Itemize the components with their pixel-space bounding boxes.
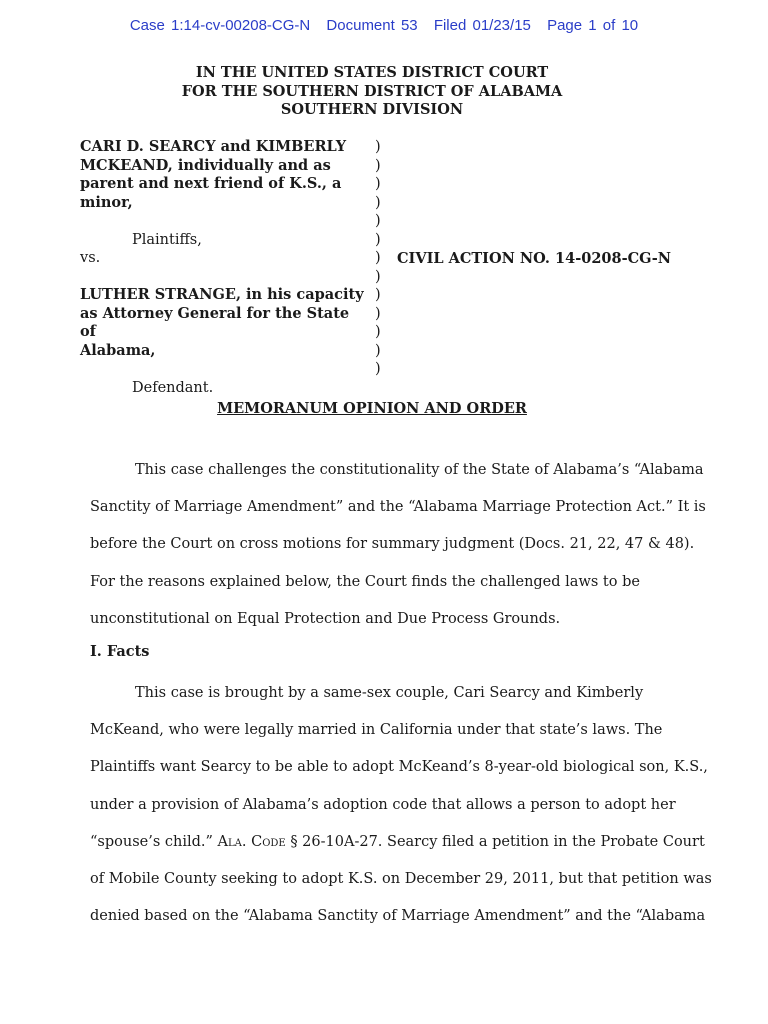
paragraph-intro <box>90 452 706 638</box>
paragraph-facts <box>90 675 712 935</box>
plaintiffs-line-3: parent and next friend of K.S., a <box>80 175 342 192</box>
document-title: MEMORANUM OPINION AND ORDER <box>217 400 527 417</box>
paragraph-line: McKeand, who were legally married in California under that state’s laws. The <box>90 722 663 739</box>
civil-action-number: CIVIL ACTION NO. 14-0208-CG-N <box>397 250 672 267</box>
court-heading <box>0 64 744 120</box>
paragraph-line: of Mobile County seeking to adopt K.S. on December 29, 2011, but that petition was <box>90 871 712 888</box>
paragraph-line: This case is brought by a same-sex couple, Cari Searcy and Kimberly <box>135 685 644 701</box>
case-number: Case 1:14-cv-00208-CG-N <box>129 17 311 34</box>
defendant-line-2: as Attorney General for the State of <box>80 304 350 340</box>
paragraph-line: This case challenges the constitutionality of the State of Alabama’s “Alabama <box>135 462 704 478</box>
defendant-role: Defendant. <box>132 379 214 396</box>
paragraph-line: For the reasons explained below, the Court finds the challenged laws to be <box>90 573 640 590</box>
paragraph-line: Plaintiffs want Searcy to be able to adopt McKeand’s 8-year-old biological son, K.S., <box>90 759 708 776</box>
defendant-line-1: LUTHER STRANGE, in his capacity <box>80 286 364 303</box>
section-heading-facts: I. Facts <box>90 643 150 660</box>
paragraph-line: denied based on the “Alabama Sanctity of Marriage Amendment” and the “Alabama <box>90 908 706 925</box>
document-number: Document 53 <box>326 17 418 34</box>
court-line-3: SOUTHERN DIVISION <box>280 101 464 118</box>
paragraph-line: unconstitutional on Equal Protection and Due Process Grounds. <box>90 610 561 627</box>
page-indicator: Page 1 of 10 <box>547 17 639 34</box>
paragraph-line: under a provision of Alabama’s adoption code that allows a person to adopt her <box>90 796 676 813</box>
case-caption-parties <box>80 138 370 397</box>
plaintiffs-line-2: MCKEAND, individually and as <box>80 156 331 174</box>
court-line-2: FOR THE SOUTHERN DISTRICT OF ALABAMA <box>181 82 563 100</box>
paragraph-line-citation: “spouse’s child.” Ala. Code § 26-10A-27. Searcy filed a petition in the Probate Court <box>90 833 705 850</box>
defendant-line-3: Alabama, <box>80 341 156 359</box>
plaintiffs-role: Plaintiffs, <box>132 231 202 248</box>
plaintiffs-line-1: CARI D. SEARCY and KIMBERLY <box>80 138 347 155</box>
statute-citation: Ala. Code <box>217 833 286 850</box>
caption-parenthesis-column: ) ) ) ) ) ) ) ) ) ) ) ) ) <box>375 139 381 377</box>
court-line-1: IN THE UNITED STATES DISTRICT COURT <box>195 64 549 81</box>
versus-label: vs. <box>80 250 101 266</box>
plaintiffs-line-4: minor, <box>80 193 133 211</box>
filed-date: Filed 01/23/15 <box>433 17 531 34</box>
paragraph-line: before the Court on cross motions for summary judgment (Docs. 21, 22, 47 & 48). <box>90 536 695 553</box>
ecf-header-stamp <box>0 17 768 34</box>
paragraph-line: Sanctity of Marriage Amendment” and the “Alabama Marriage Protection Act.” It is <box>90 499 706 516</box>
